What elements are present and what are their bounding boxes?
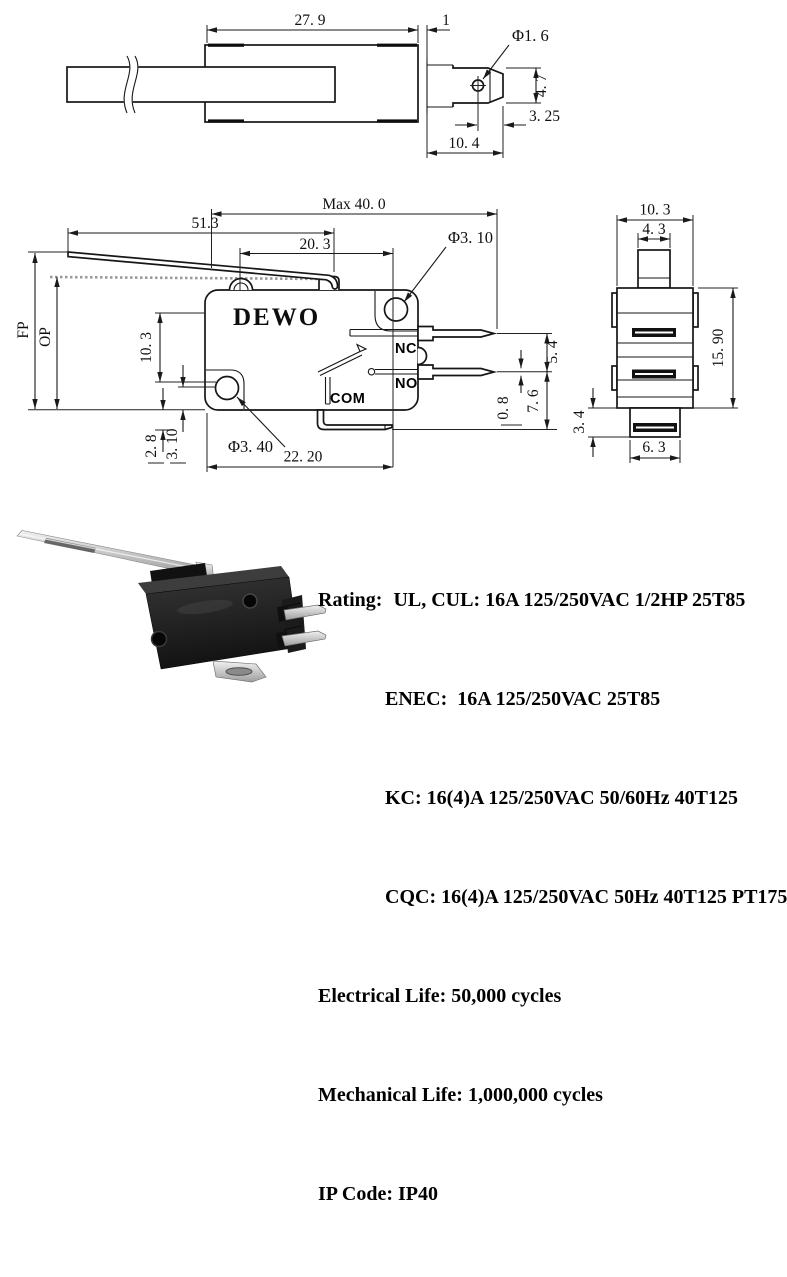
lever-pressed-position (50, 277, 330, 279)
dim-5-4: 5. 4 (544, 340, 561, 364)
terminal-com (318, 410, 393, 430)
product-photo (0, 505, 340, 750)
label-no: NO (395, 376, 418, 392)
rating-enec: ENEC: 16A 125/250VAC 25T85 (385, 688, 661, 710)
lever-hinge (230, 279, 253, 291)
dim-20-3: 20. 3 (299, 236, 331, 253)
dim-fp: FP (15, 321, 32, 339)
label-nc: NC (395, 341, 417, 357)
electrical-life: Electrical Life: 50,000 cycles (318, 985, 562, 1007)
dim-dia-1-6: Φ1. 6 (512, 26, 549, 45)
dim-10-4: 10. 4 (448, 135, 480, 152)
dim-51-3: 51.3 (191, 215, 219, 232)
dim-0-8: 0. 8 (495, 396, 512, 420)
rating-kc: KC: 16(4)A 125/250VAC 50/60Hz 40T125 (385, 787, 738, 809)
brand-logo: DEWO (233, 304, 321, 331)
rating-label: Rating: (318, 589, 383, 611)
dim-4-3: 4. 3 (642, 221, 666, 238)
label-com: COM (330, 391, 366, 407)
dim-7-6: 7. 6 (525, 389, 542, 413)
dim-22-20: 22. 20 (283, 448, 323, 466)
switch-front-side-drawing (0, 175, 750, 505)
dim-op: OP (37, 327, 54, 347)
dim-3-25: 3. 25 (529, 108, 560, 125)
side-plunger (638, 250, 670, 288)
dim-27-9: 27. 9 (294, 12, 326, 29)
front-view (15, 196, 561, 472)
photo-hole-bottom (152, 632, 167, 647)
spec-text-block (318, 518, 787, 1277)
side-terminal (630, 408, 680, 437)
dim-3-10: 3. 10 (164, 428, 181, 460)
spec-rating-row (318, 584, 787, 617)
lever-arm (68, 252, 338, 289)
dim-3-4: 3. 4 (571, 410, 588, 434)
dim-1: 1 (442, 12, 450, 29)
dim-10-3-front: 10. 3 (138, 332, 155, 363)
side-body (617, 288, 693, 408)
dim-dia-3-10: Φ3. 10 (448, 228, 494, 247)
dim-2-8: 2. 8 (143, 434, 160, 458)
photo-hole-top (243, 594, 257, 608)
dim-max-40: Max 40. 0 (322, 196, 386, 213)
terminal-no (418, 365, 494, 379)
dim-15-90: 15. 90 (710, 328, 727, 368)
dim-dia-3-40: Φ3. 40 (228, 437, 274, 456)
side-view (571, 202, 738, 464)
lever-bar (67, 67, 335, 102)
dim-10-3-side: 10. 3 (639, 201, 671, 219)
dim-6-3: 6. 3 (642, 439, 666, 456)
lever-detail-drawing (0, 0, 750, 175)
dim-4-7: 4. 7 (533, 73, 550, 98)
rating-cqc: CQC: 16(4)A 125/250VAC 50Hz 40T125 PT175 (385, 886, 787, 908)
mounting-hole-bottom (216, 377, 239, 400)
mechanical-life: Mechanical Life: 1,000,000 cycles (318, 1084, 603, 1106)
ip-code: IP Code: IP40 (318, 1183, 438, 1205)
terminal-nc (418, 327, 494, 341)
rating-ul-cul: UL, CUL: 16A 125/250VAC 1/2HP 25T85 (393, 589, 746, 611)
